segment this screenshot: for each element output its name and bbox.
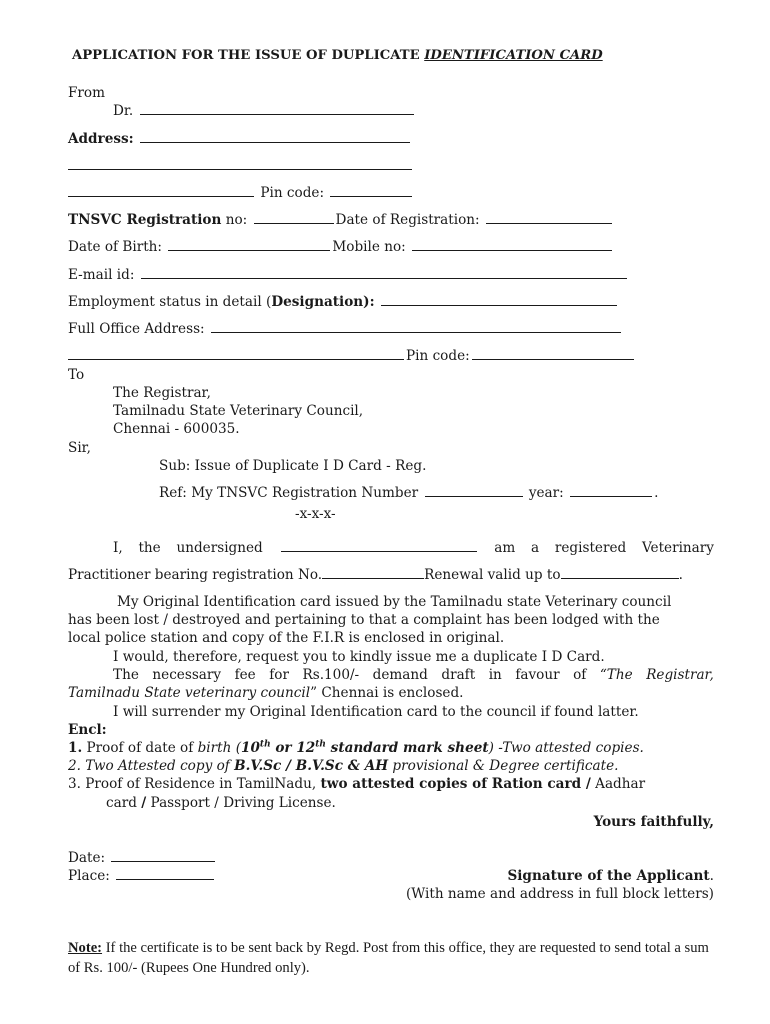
paragraph-4-line-2 [68,684,464,702]
title-underlined: IDENTIFICATION CARD [424,48,603,63]
item3-text: Passport / Driving License. [146,795,336,811]
year-label: year: [528,485,564,501]
place-line [68,867,216,885]
note [68,938,718,978]
undersigned-name-field[interactable] [281,539,477,552]
date-line [68,849,217,867]
employment-line [68,293,619,311]
year-field[interactable] [570,484,652,497]
closing: Yours faithfully, [593,814,714,830]
p4-word: for [269,667,289,683]
dr-line [113,102,416,120]
signature-label: Signature of the Applicant [507,868,710,884]
paragraph-1-line-1 [113,539,714,557]
enclosures-label: Encl: [68,722,107,738]
item-number: 1. [68,740,83,756]
renewal-label: Renewal valid up to [424,567,561,583]
pin-label: Pin code: [260,185,325,201]
p4-word: necessary [152,667,222,683]
item3-text: / [141,795,147,811]
p1-word: a [531,540,540,556]
pin-field[interactable] [330,184,412,197]
p1-word: registered [554,540,627,556]
note-label: Note: [68,940,103,956]
note-text: If the certificate is to be sent back by Regd. Post from this office, they are requested to send total a sum of Rs. 100/- (Rupees One Hundred only). [68,940,709,976]
p1-word: am [494,540,516,556]
p4-word: in [488,667,502,683]
date-field[interactable] [111,849,215,862]
p1-end: . [678,567,683,583]
tnsvc-label: TNSVC Registration [68,212,222,228]
designation-label: Designation): [271,294,375,310]
dob-line [68,238,614,256]
item2-text: provisional & Degree certificate. [388,758,619,774]
item1-text: ) -Two attested copies. [488,740,644,756]
address-field-1[interactable] [140,130,410,143]
item1-sup: th [315,739,326,750]
p4-word: favour [515,667,560,683]
dob-label: Date of Birth: [68,239,163,255]
enclosure-item-3-line-2 [106,794,336,812]
tnsvc-no-label: no: [221,212,248,228]
p1-word: Veterinary [641,540,714,556]
mobile-field[interactable] [412,238,612,251]
p4-word: “The [599,667,633,683]
p4-word: Rs.100/- [302,667,360,683]
paragraph-4-line-1 [113,666,714,684]
item1-text: 10 [241,740,260,756]
p4-rest: ” Chennai is enclosed. [310,685,464,701]
p4-word: of [573,667,587,683]
paragraph-3: I would, therefore, request you to kindly issue me a duplicate I D Card. [113,649,605,665]
place-label: Place: [68,868,110,884]
email-label: E-mail id: [68,267,135,283]
to-line-2: Tamilnadu State Veterinary Council, [113,403,364,419]
p4-word: Registrar, [646,667,714,683]
enclosure-item-2 [68,757,618,775]
dr-name-field[interactable] [140,102,414,115]
tnsvc-line [68,211,614,229]
council-name: Tamilnadu State veterinary council [68,685,311,701]
item2-text: 2. Two Attested copy of [68,758,235,774]
signature-end: . [709,868,714,884]
signature-line [507,867,714,885]
item3-text: card [106,795,142,811]
reference-text: Ref: My TNSVC Registration Number [159,485,419,501]
item1-text: birth ( [197,740,241,756]
address-field-2[interactable] [68,157,412,170]
registration-no-label: Practitioner bearing registration No. [68,567,323,583]
paragraph-2-line-3: local police station and copy of the F.I.R is enclosed in original. [68,630,505,646]
office-pin-field[interactable] [472,347,634,360]
salutation: Sir, [68,440,91,456]
item3-text: 3. Proof of Residence in TamilNadu, [68,776,321,792]
item2-text: B.V.Sc / B.V.Sc & AH [234,758,389,774]
item3-text: Aadhar [590,776,646,792]
reference-number-field[interactable] [425,484,523,497]
p2-line-2: has been lost / destroyed and pertaining to that a complaint has been lodged with the [68,612,660,628]
enclosure-item-1 [68,739,644,757]
date-label: Date: [68,850,106,866]
p4-word: The [113,667,139,683]
p4-word: demand [372,667,428,683]
item1-sup: th [259,739,271,750]
address-label: Address: [68,131,134,147]
title-prefix: APPLICATION FOR THE ISSUE OF DUPLICATE [72,48,425,63]
p1-word: I, [113,540,123,556]
place-field[interactable] [116,867,214,880]
email-line [68,266,629,284]
registration-date-label: Date of Registration: [335,212,480,228]
employment-label: Employment status in detail ( [68,294,272,310]
registration-no-field[interactable] [322,566,424,579]
item3-text: two attested copies of Ration card / [320,776,591,792]
enclosure-item-3 [68,775,645,793]
signature-note: (With name and address in full block letters) [405,886,714,902]
office-pin-label: Pin code: [406,348,470,364]
office-line [68,320,623,338]
tnsvc-no-field[interactable] [254,211,334,224]
designation-field[interactable] [381,293,617,306]
office-pin-line [68,347,636,365]
address-line-2 [68,157,414,175]
subject-line: Sub: Issue of Duplicate I D Card - Reg. [159,458,427,474]
form-title [72,47,603,65]
p4-word: fee [234,667,256,683]
address-pin-line [68,184,414,202]
p2-line-1: My Original Identification card issued by the Tamilnadu state Veterinary council [117,594,672,610]
p1-word: undersigned [176,540,263,556]
dob-field[interactable] [168,238,330,251]
item1-text: or 12 [270,740,316,756]
reference-line [159,484,658,502]
to-label: To [68,367,85,383]
to-line-1: The Registrar, [113,385,211,401]
paragraph-2-line-1 [117,593,714,611]
email-field[interactable] [141,266,627,279]
office-address-field[interactable] [211,320,621,333]
paragraph-5: I will surrender my Original Identification card to the council if found latter. [113,704,639,720]
office-address-field-2[interactable] [68,347,404,360]
to-line-3: Chennai - 600035. [113,421,240,437]
address-line [68,130,412,148]
paragraph-2-line-2 [68,611,714,629]
address-field-3[interactable] [68,184,254,197]
reference-end: . [654,485,659,501]
renewal-field[interactable] [561,566,679,579]
registration-date-field[interactable] [486,211,612,224]
separator: -x-x-x- [295,506,336,522]
from-label: From [68,85,106,101]
dr-label: Dr. [113,103,134,119]
paragraph-1-line-2 [68,566,683,584]
p1-word: the [138,540,161,556]
item1-text: standard mark sheet [325,740,489,756]
office-address-label: Full Office Address: [68,321,205,337]
mobile-label: Mobile no: [332,239,406,255]
p4-word: draft [441,667,476,683]
item1-text: Proof of date of [82,740,198,756]
